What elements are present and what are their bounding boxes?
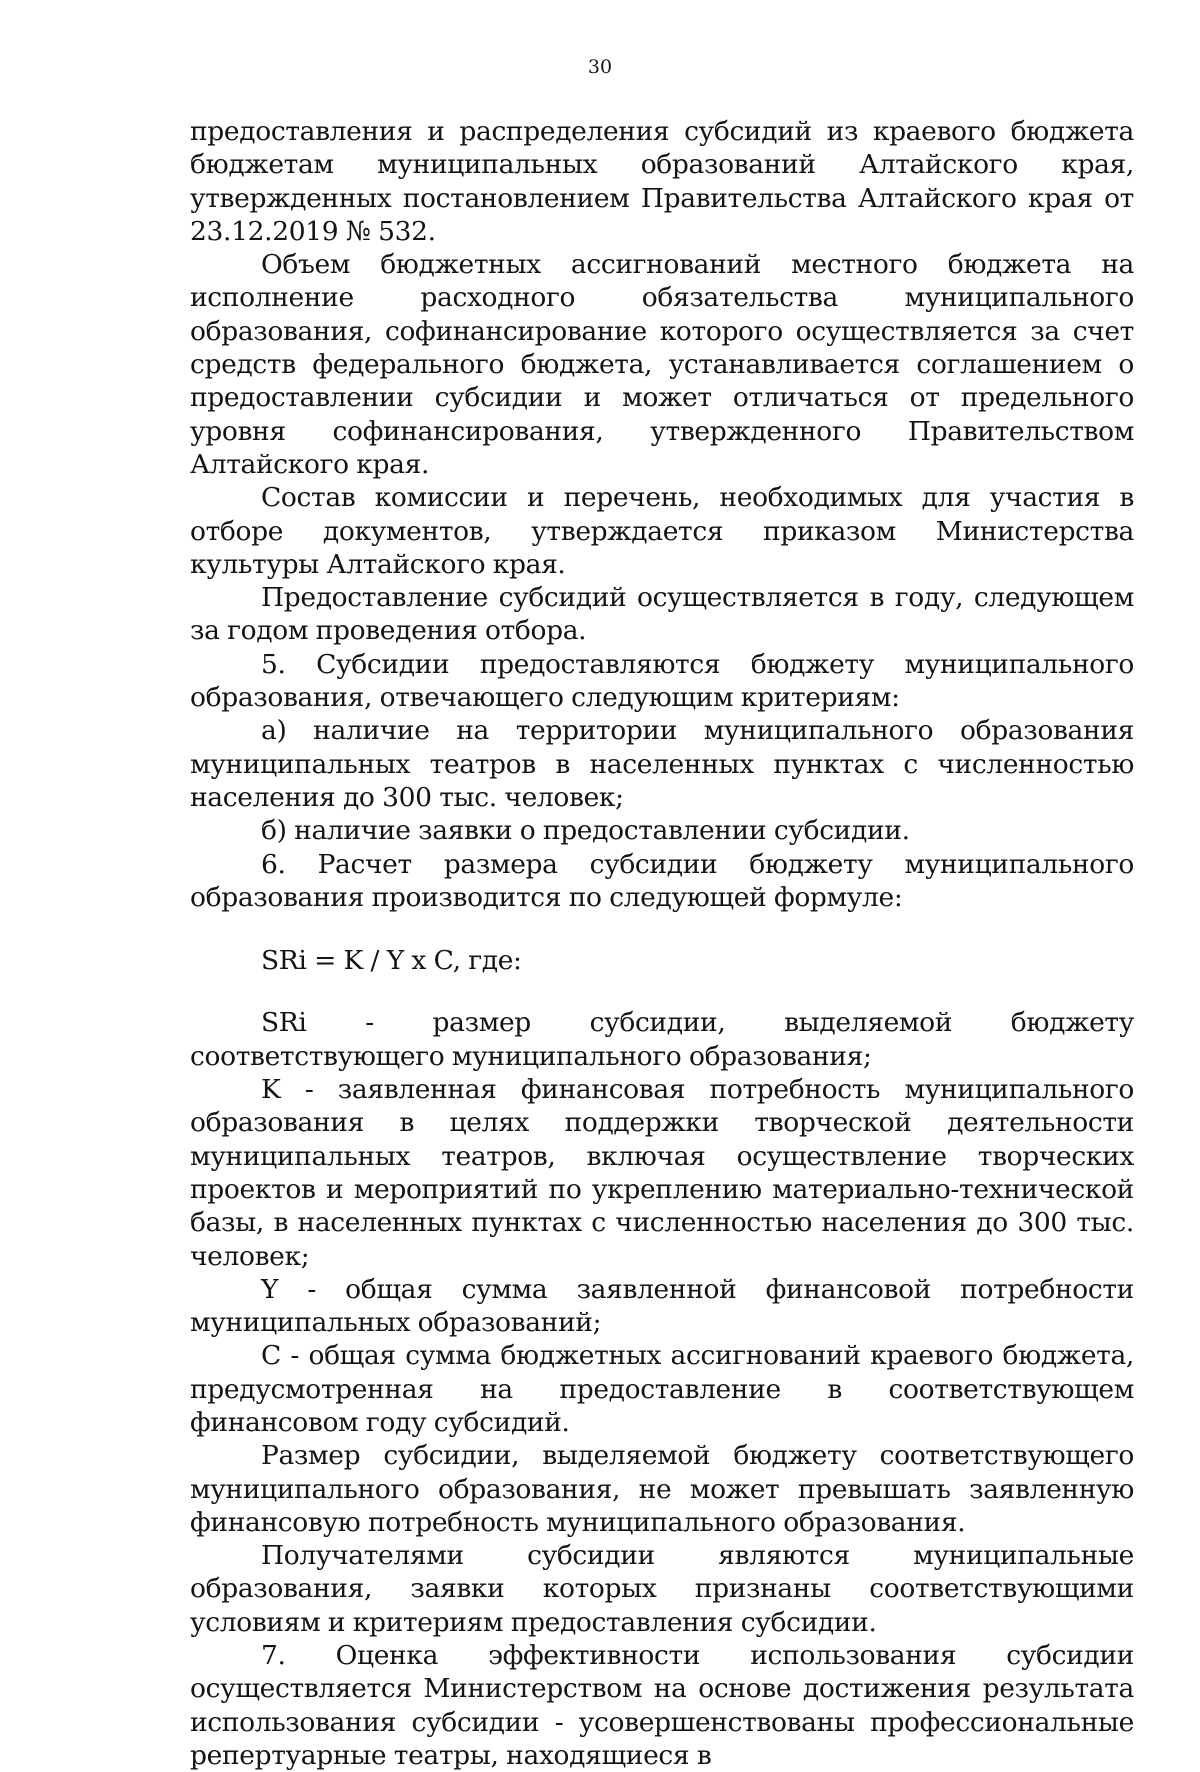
paragraph-subsidy-limit: Размер субсидии, выделяемой бюджету соответствующего муниципального образования, не может превышать заявленную финансовую потребность муниципального образования.: [190, 1440, 1134, 1538]
paragraph-def-k: K - заявленная финансовая потребность муниципального образования в целях поддержки творческой деятельности муниципальных театров, включая осуществление творческих проектов и мероприятий по укреплению материально-технической базы, в населенных пунктах с численностью населения до 300 тыс. человек;: [190, 1074, 1134, 1272]
paragraph-def-c: C - общая сумма бюджетных ассигнований краевого бюджета, предусмотренная на предоставление в соответствующем финансовом году субсидий.: [190, 1340, 1134, 1438]
paragraph-criterion-a: а) наличие на территории муниципального образования муниципальных театров в населенных пунктах с численностью населения до 300 тыс. человек;: [190, 715, 1134, 813]
paragraph-recipients: Получателями субсидии являются муниципальные образования, заявки которых признаны соответствующими условиям и критериям предоставления субсидии.: [190, 1540, 1134, 1638]
document-body: [190, 115, 1134, 1772]
paragraph-item-5: 5. Субсидии предоставляются бюджету муниципального образования, отвечающего следующим критериям:: [190, 648, 1134, 714]
page-number: 30: [587, 56, 613, 78]
formula: SRi = K / Y x C, где:: [261, 945, 522, 977]
paragraph-commission: Состав комиссии и перечень, необходимых для участия в отборе документов, утверждается приказом Министерства культуры Алтайского края.: [190, 482, 1134, 580]
paragraph-continuation: предоставления и распределения субсидий из краевого бюджета бюджетам муниципальных образований Алтайского края, утвержденных постановлением Правительства Алтайского края от 23.12.2019 № 532.: [190, 116, 1134, 247]
paragraph-def-sri: SRi - размер субсидии, выделяемой бюджету соответствующего муниципального образования;: [190, 1007, 1134, 1072]
paragraph-item-7: 7. Оценка эффективности использования субсидии осуществляется Министерством на основе достижения результата использования субсидии - усовершенствованы профессиональные репертуарные театры, находящиеся в: [190, 1640, 1134, 1771]
paragraph-def-y: Y - общая сумма заявленной финансовой потребности муниципальных образований;: [190, 1273, 1134, 1339]
paragraph-criterion-b: б) наличие заявки о предоставлении субсидии.: [261, 815, 910, 847]
paragraph-item-6: 6. Расчет размера субсидии бюджету муниципального образования производится по следующей формуле:: [190, 848, 1134, 913]
paragraph-subsidy-timing: Предоставление субсидий осуществляется в году, следующем за годом проведения отбора.: [190, 582, 1134, 647]
paragraph-budget-volume: Объем бюджетных ассигнований местного бюджета на исполнение расходного обязательства муниципального образования, софинансирование которого осуществляется за счет средств федерального бюджета, устанавливается соглашением о предоставлении субсидии и может отличаться от предельного уровня софинансирования, утвержденного Правительством Алтайского края.: [190, 249, 1134, 480]
